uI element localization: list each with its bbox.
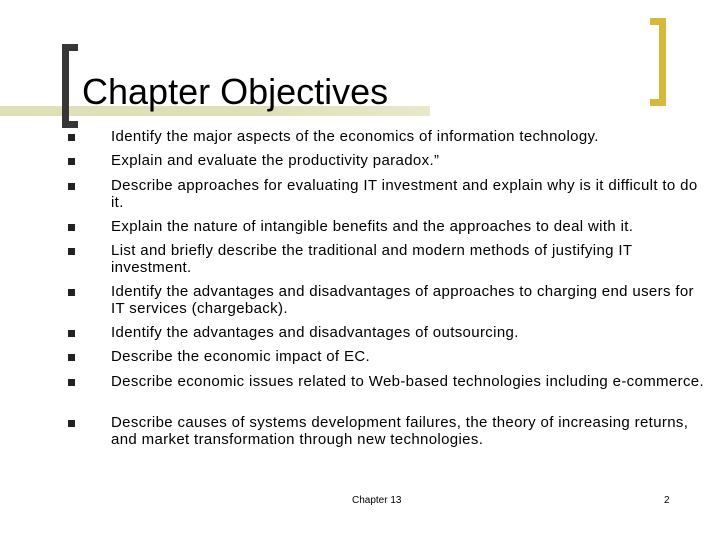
square-bullet-icon [68, 158, 75, 165]
square-bullet-icon [68, 183, 75, 190]
objective-text: Describe the economic impact of EC. [111, 348, 371, 365]
objective-text: Identify the major aspects of the economics of information technology. [111, 128, 599, 145]
square-bullet-icon [68, 420, 75, 427]
right-bracket-decoration [650, 18, 666, 106]
page-number: 2 [664, 495, 670, 506]
objective-text: Identify the advantages and disadvantages of outsourcing. [111, 324, 519, 341]
objective-text: Identify the advantages and disadvantages of approaches to charging end users for IT services (chargeback). [111, 283, 694, 317]
square-bullet-icon [68, 224, 75, 231]
objective-text: List and briefly describe the traditional and modern methods of justifying IT investment. [111, 242, 633, 276]
footer-chapter-label: Chapter 13 [352, 495, 402, 506]
objective-text: Describe approaches for evaluating IT investment and explain why is it difficult to do it. [111, 177, 698, 211]
square-bullet-icon [68, 248, 75, 255]
objective-text: Describe economic issues related to Web-based technologies including e-commerce. [111, 373, 705, 390]
square-bullet-icon [68, 379, 75, 386]
objective-text: Explain and evaluate the productivity paradox.” [111, 152, 440, 169]
square-bullet-icon [68, 330, 75, 337]
slide-title: Chapter Objectives [82, 71, 389, 112]
objective-text: Describe causes of systems development failures, the theory of increasing returns, and market transformation through new technologies. [111, 414, 689, 448]
left-bracket-decoration [62, 44, 78, 128]
square-bullet-icon [68, 354, 75, 361]
objective-text: Explain the nature of intangible benefits and the approaches to deal with it. [111, 218, 634, 235]
square-bullet-icon [68, 289, 75, 296]
square-bullet-icon [68, 134, 75, 141]
